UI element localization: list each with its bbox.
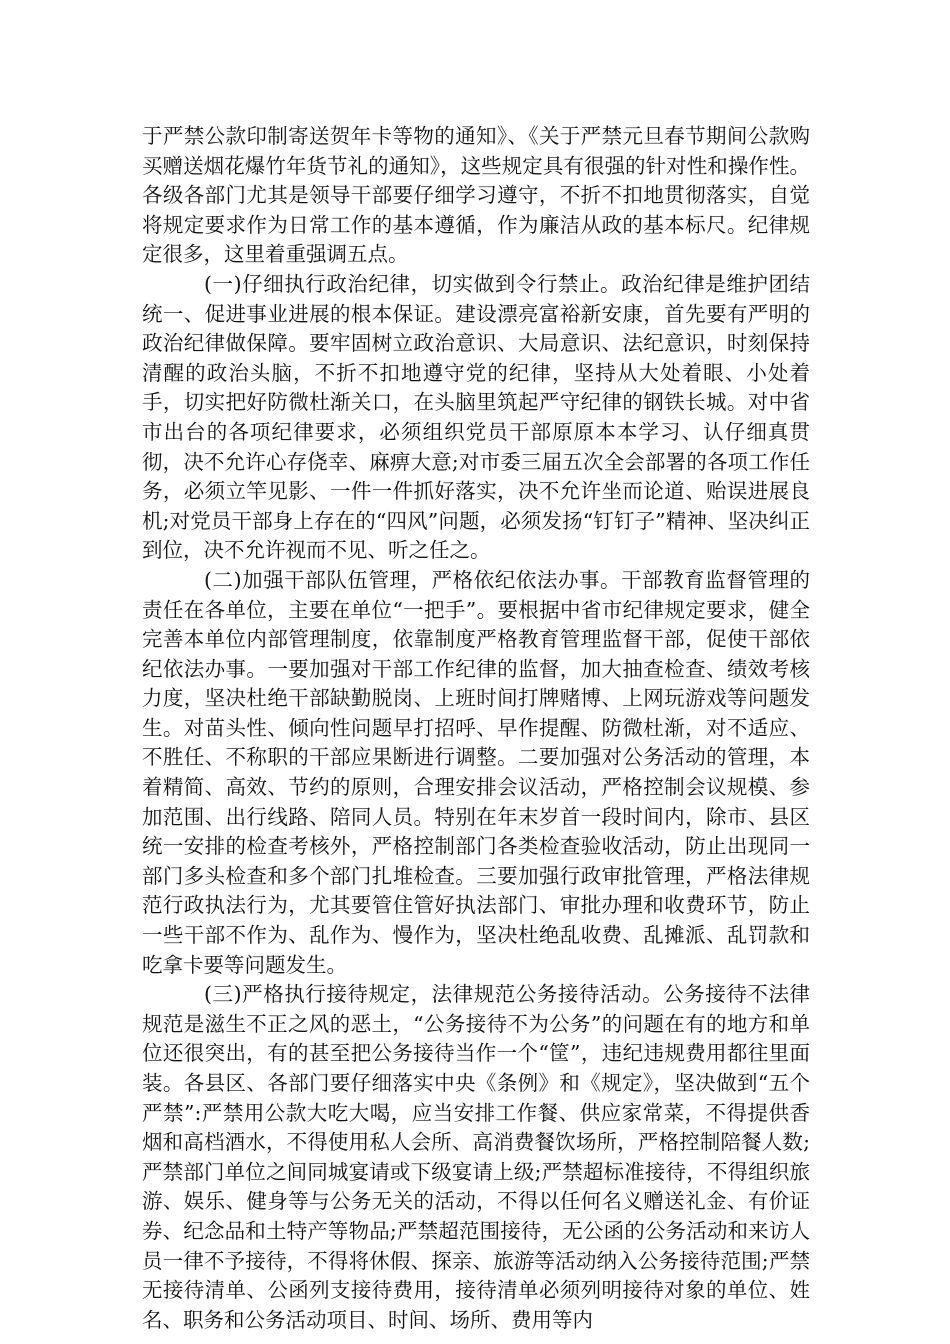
paragraph-reception-rules: (三)严格执行接待规定，法律规范公务接待活动。公务接待不法律规范是滋生不正之风的恶土，“公务接待不为公务”的问题在有的地方和单位还很突出，有的甚至把公务接待当作一个“筐”，违纪违规费用都往里面装。各县区、各部门要仔细落实中央《条例》和《规定》，坚决做到“五个严禁”:严禁用公款大吃大喝，应当安排工作餐、供应家常菜，不得提供香烟和高档酒水，不得使用私人会所、高消费餐饮场所，严格控制陪餐人数;严禁部门单位之间同城宴请或下级宴请上级;严禁超标准接待，不得组织旅游、娱乐、健身等与公务无关的活动，不得以任何名义赠送礼金、有价证券、纪念品和土特产等物品;严禁超范围接待，无公函的公务活动和来访人员一律不予接待，不得将休假、探亲、旅游等活动纳入公务接待范围;严禁无接待清单、公函列支接待费用，接待清单必须列明接待对象的单位、姓名、职务和公务活动项目、时间、场所、费用等内	[142, 982, 810, 1332]
paragraph-cadre-management: (二)加强干部队伍管理，严格依纪依法办事。干部教育监督管理的责任在各单位，主要在单位“一把手”。要根据中省市纪律规定要求，健全完善本单位内部管理制度，依靠制度严格教育管理监督干部，促使干部依纪依法办事。一要加强对干部工作纪律的监督，加大抽查检查、绩效考核力度，坚决杜绝干部缺勤脱岗、上班时间打牌赌博、上网玩游戏等问题发生。对苗头性、倾向性问题早打招呼、早作提醒、防微杜渐，对不适应、不胜任、不称职的干部应果断进行调整。二要加强对公务活动的管理，本着精简、高效、节约的原则，合理安排会议活动，严格控制会议规模、参加范围、出行线路、陪同人员。特别在年末岁首一段时间内，除市、县区统一安排的检查考核外，严格控制部门各类检查验收活动，防止出现同一部门多头检查和多个部门扎堆检查。三要加强行政审批管理，严格法律规范行政执法行为，尤其要管住管好执法部门、审批办理和收费环节，防止一些干部不作为、乱作为、慢作为，坚决杜绝乱收费、乱摊派、乱罚款和吃拿卡要等问题发生。	[142, 567, 810, 977]
paragraph-political-discipline: (一)仔细执行政治纪律，切实做到令行禁止。政治纪律是维护团结统一、促进事业进展的根本保证。建设漂亮富裕新安康，首先要有严明的政治纪律做保障。要牢固树立政治意识、大局意识、法纪意识，时刻保持清醒的政治头脑，不折不扣地遵守党的纪律，坚持从大处着眼、小处着手，切实把好防微杜渐关口，在头脑里筑起严守纪律的钢铁长城。对中省市出台的各项纪律要求，必须组织党员干部原原本本学习、认仔细真贯彻，决不允许心存侥幸、麻痹大意;对市委三届五次全会部署的各项工作任务，必须立竿见影、一件一件抓好落实，决不允许坐而论道、贻误进展良机;对党员干部身上存在的“四风”问题，必须发扬“钉钉子”精神、坚决纠正到位，决不允许视而不见、听之任之。	[142, 271, 810, 563]
paragraph-intro-continuation: 于严禁公款印制寄送贺年卡等物的通知》、《关于严禁元旦春节期间公款购买赠送烟花爆竹年货节礼的通知》，这些规定具有很强的针对性和操作性。各级各部门尤其是领导干部要仔细学习遵守，不折不扣地贯彻落实，自觉将规定要求作为日常工作的基本遵循，作为廉洁从政的基本标尺。纪律规定很多，这里着重强调五点。	[142, 124, 810, 267]
document-page	[142, 122, 810, 1335]
